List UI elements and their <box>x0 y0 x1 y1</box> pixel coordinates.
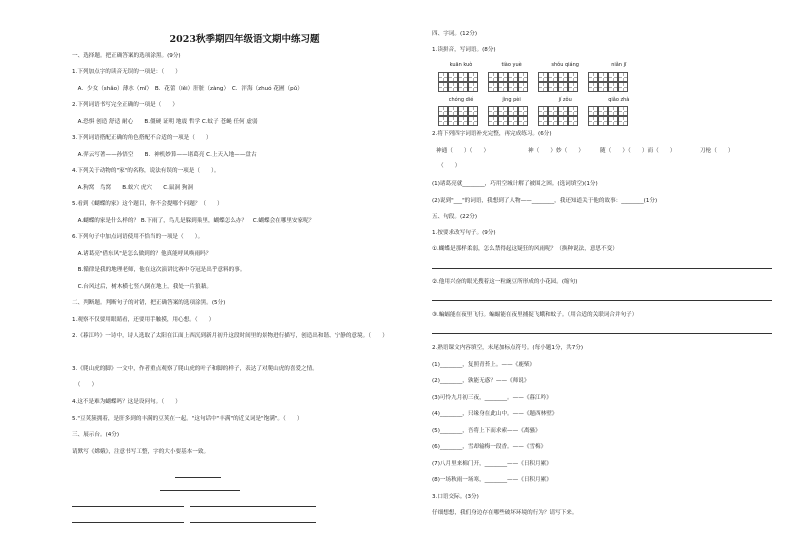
character-box[interactable] <box>598 72 608 82</box>
character-box[interactable] <box>488 72 498 82</box>
poem-line: (2)________，孰能无惑？——《师说》 <box>432 378 530 384</box>
left-column <box>72 0 417 550</box>
question: 1.读拼音，写词语。(8分) <box>432 47 496 53</box>
poem-line: (8)一场秋雨一场寒，________——《日积月累》 <box>432 477 552 483</box>
fill-idiom[interactable]: 神通（ ）（ ） <box>436 148 490 154</box>
character-box[interactable] <box>558 106 568 116</box>
question: 3.口语交际。(3分) <box>432 494 479 500</box>
character-box[interactable] <box>468 82 478 92</box>
character-box[interactable] <box>488 116 498 126</box>
character-box[interactable] <box>438 116 448 126</box>
poem-line: (5)________，吾将上下而求索——《离骚》 <box>432 428 541 434</box>
option-line: A.诸葛亮"借东风"是怎么做到的？他真能呼风唤雨吗？ <box>72 251 212 257</box>
fill-idiom[interactable]: 刀枪（ ） <box>700 148 734 154</box>
right-column <box>432 0 777 550</box>
answer-line[interactable] <box>432 333 772 334</box>
character-box[interactable] <box>498 82 508 92</box>
character-box[interactable] <box>588 72 598 82</box>
character-box[interactable] <box>568 106 578 116</box>
character-box[interactable] <box>598 82 608 92</box>
character-box[interactable] <box>608 72 618 82</box>
question: 1.下列加点字的读音无误的一项是：（ ） <box>72 69 181 75</box>
character-box[interactable] <box>458 106 468 116</box>
poem-line: (4)________，只缘身在此山中。——《题西林壁》 <box>432 411 558 417</box>
character-box[interactable] <box>468 116 478 126</box>
question: 1.按要求改写句子。(9分) <box>432 230 496 236</box>
character-box[interactable] <box>608 82 618 92</box>
character-box[interactable] <box>618 116 628 126</box>
fill-idiom[interactable]: 随（ ）（ ）而（ ） <box>600 148 676 154</box>
character-box[interactable] <box>518 106 528 116</box>
question: 6.下列句子中加点词语使用不恰当的一项是（ ）。 <box>72 234 204 240</box>
character-box[interactable] <box>508 116 518 126</box>
character-box[interactable] <box>548 72 558 82</box>
character-box[interactable] <box>498 116 508 126</box>
question: 4.这不是难为蝴蝶吗？这是设问句。（ ） <box>72 399 181 405</box>
character-box[interactable] <box>538 72 548 82</box>
character-box[interactable] <box>448 116 458 126</box>
section-heading: 五、句段。(22分) <box>432 214 478 220</box>
character-box[interactable] <box>598 106 608 116</box>
answer-line[interactable] <box>190 506 316 507</box>
character-box[interactable] <box>618 82 628 92</box>
option-line: A.羿云写著——孙悟空 B．神机妙算——诸葛亮 C.上天入地——盘古 <box>72 152 257 158</box>
character-box[interactable] <box>618 106 628 116</box>
fill-idiom[interactable]: 神（ ）妙（ ） <box>528 148 584 154</box>
character-box[interactable] <box>498 106 508 116</box>
answer-line[interactable] <box>72 522 184 523</box>
question: 仔细想想，我们身边存在哪些破坏环境的行为？请写下来。 <box>432 510 578 516</box>
pinyin: niǎn jī <box>611 62 627 68</box>
character-box[interactable] <box>458 116 468 126</box>
section-heading: 四、字词。(12分) <box>432 31 478 37</box>
character-box[interactable] <box>508 106 518 116</box>
character-box[interactable] <box>568 72 578 82</box>
character-box[interactable] <box>608 116 618 126</box>
question: 2.熟语课文内容填空，未尾加标点符号。(每小题1分，共7分) <box>432 345 584 351</box>
pinyin: jìng pèi <box>502 97 521 103</box>
character-box[interactable] <box>538 106 548 116</box>
character-box[interactable] <box>448 72 458 82</box>
option-line: A．少女（shǎo）薄水（mǐ） B．花蕾（lěi）肝脏（zàng） C．泙海（zhuó 花圃（pǔ） <box>72 86 303 92</box>
option-line: C.台风过后，树木横七竖八倒在地上，我处一片狼藉。 <box>72 284 212 290</box>
poem-line: (1)________，复照青苔上。——《鹿柴》 <box>432 362 536 368</box>
character-box[interactable] <box>488 106 498 116</box>
page-title: 2023秋季期四年级语文期中练习题 <box>169 34 320 45</box>
question: 5.看到《蝴蝶的家》这个题目，你不会提哪个问题？（ ） <box>72 201 223 207</box>
pinyin-row-2 <box>438 97 645 103</box>
option-line: A.恐惧 创造 舒适 耐心 B.僵硬 证明 地震 哲学 C.蚊子 苍蝇 任何 虚弱 <box>72 119 258 125</box>
character-box[interactable] <box>488 82 498 92</box>
pinyin: shǒu qiáng <box>551 62 579 68</box>
character-box[interactable] <box>538 116 548 126</box>
section-heading: 二、判断题。判断句子的对错，把正确答案的选项涂黑。(5分) <box>72 300 226 306</box>
character-box[interactable] <box>618 72 628 82</box>
question: 请默写《嫦娥》，注意书写工整，字的大小要基本一致。 <box>72 449 210 455</box>
character-box[interactable] <box>588 116 598 126</box>
sub-question: ②.他用兴奋的眼光搜着这一粒豌豆所形成的小花园。(缩句) <box>432 279 578 285</box>
character-box[interactable] <box>568 116 578 126</box>
poem-line: (6)________，雪却输梅一段香。——《雪梅》 <box>432 444 547 450</box>
option-line: A.狗窝 鸟窝 B.蚁穴 虎穴 C.鼠洞 狗洞 <box>72 185 194 191</box>
pinyin-row-1 <box>438 62 645 68</box>
answer-line[interactable] <box>72 506 184 507</box>
character-box[interactable] <box>538 82 548 92</box>
character-box[interactable] <box>548 106 558 116</box>
option-line: B.循律是我的地理老师，他在这次演讲比赛中夺冠是出乎意料的事。 <box>72 267 246 273</box>
character-box[interactable] <box>518 116 528 126</box>
pinyin: qiǎo zhà <box>608 97 630 103</box>
answer-line[interactable] <box>190 522 316 523</box>
section-heading: 三、展示台。(4分) <box>72 432 120 438</box>
answer-paren: （ ） <box>72 382 98 388</box>
character-box[interactable] <box>438 72 448 82</box>
character-box[interactable] <box>518 72 528 82</box>
character-box[interactable] <box>558 72 568 82</box>
character-box[interactable] <box>438 106 448 116</box>
question: 1.观察不仅要用眼睛看，还要用手触摸，用心想。（ ） <box>72 317 215 323</box>
character-box[interactable] <box>468 72 478 82</box>
character-box[interactable] <box>588 82 598 92</box>
character-box[interactable] <box>598 116 608 126</box>
character-box[interactable] <box>608 106 618 116</box>
answer-line[interactable] <box>432 268 772 269</box>
answer-line[interactable] <box>160 490 240 491</box>
sub-question: ③.蝙蝠能在夜里飞行。蝙蝠能在夜里捕捉飞蛾和蚊子。（用合适的关联词合并句子） <box>432 312 638 318</box>
character-box[interactable] <box>558 82 568 92</box>
sub-question: ①.蝴蝶是那样柔弱，怎么禁得起这疑狂的风雨呢？（换种说法，意思不变） <box>432 246 618 252</box>
character-box[interactable] <box>508 82 518 92</box>
question: 3.《爬山虎的脚》一文中，作者重点观察了爬山虎的叶子和脚的样子，表达了对爬山虎的喜爱之情。 <box>72 366 318 372</box>
character-box[interactable] <box>498 72 508 82</box>
character-box[interactable] <box>518 82 528 92</box>
character-box[interactable] <box>558 116 568 126</box>
answer-line[interactable] <box>432 300 772 301</box>
section-heading: 一、选择题。把正确答案的选项涂黑。(9分) <box>72 53 181 59</box>
character-box[interactable] <box>508 72 518 82</box>
pinyin: chóng dié <box>448 97 474 103</box>
question: 2.将下列四字词语补充完整，再完成练习。(6分) <box>432 131 552 137</box>
sub-question: (2)说到"___"的词语，我想到了人物——________，我还知道关于他的故事：________(1分) <box>432 198 658 204</box>
question: 5."豆荚簇拥着，是肝多到的丰满的豆荚在一起。"这句话中"丰满"的近义词是"饱满"。（ ） <box>72 416 303 422</box>
question: 2.《暮江吟》一诗中，诗人选取了太阳在江面上西沉到新月初升这段时间里的景物进行描写，创造出和谐、宁静的意境。（ ） <box>72 333 388 339</box>
character-box[interactable] <box>548 82 558 92</box>
pinyin: tiào yuè <box>501 62 522 68</box>
character-box[interactable] <box>438 82 448 92</box>
pinyin: jí zǒu <box>558 97 572 103</box>
sub-question: (1)诸葛亮就________，巧用空城计解了被围之困。(选词填空)(1分) <box>432 181 598 187</box>
character-box[interactable] <box>448 106 458 116</box>
character-box[interactable] <box>588 106 598 116</box>
character-box[interactable] <box>448 82 458 92</box>
poem-line: (3)可怜九月初三夜，________。——《暮江吟》 <box>432 395 552 401</box>
character-box[interactable] <box>468 106 478 116</box>
question: 3.下列词语搭配正确的角色搭配不合适的一项是（ ） <box>72 135 212 141</box>
character-box[interactable] <box>458 72 468 82</box>
answer-line[interactable] <box>175 477 221 478</box>
fill-idiom[interactable]: （ ） <box>438 163 461 169</box>
pinyin: kuān kuò <box>449 62 473 68</box>
character-box[interactable] <box>458 82 468 92</box>
question: 4.下列关于动物的"家"的名称，说法有误的一项是（ ）。 <box>72 168 220 174</box>
character-box[interactable] <box>548 116 558 126</box>
character-box[interactable] <box>568 82 578 92</box>
question: 2.下列词语书写完全正确的一项是（ ） <box>72 102 179 108</box>
poem-line: (7)八月里来棉门开，________——《日积月累》 <box>432 461 552 467</box>
option-line: A.蝴蝶的家是什么样的？ B.下雨了，鸟儿是躲到巢里，蝴蝶怎么办？ C.蝴蝶会在哪里安家呢？ <box>72 218 315 224</box>
